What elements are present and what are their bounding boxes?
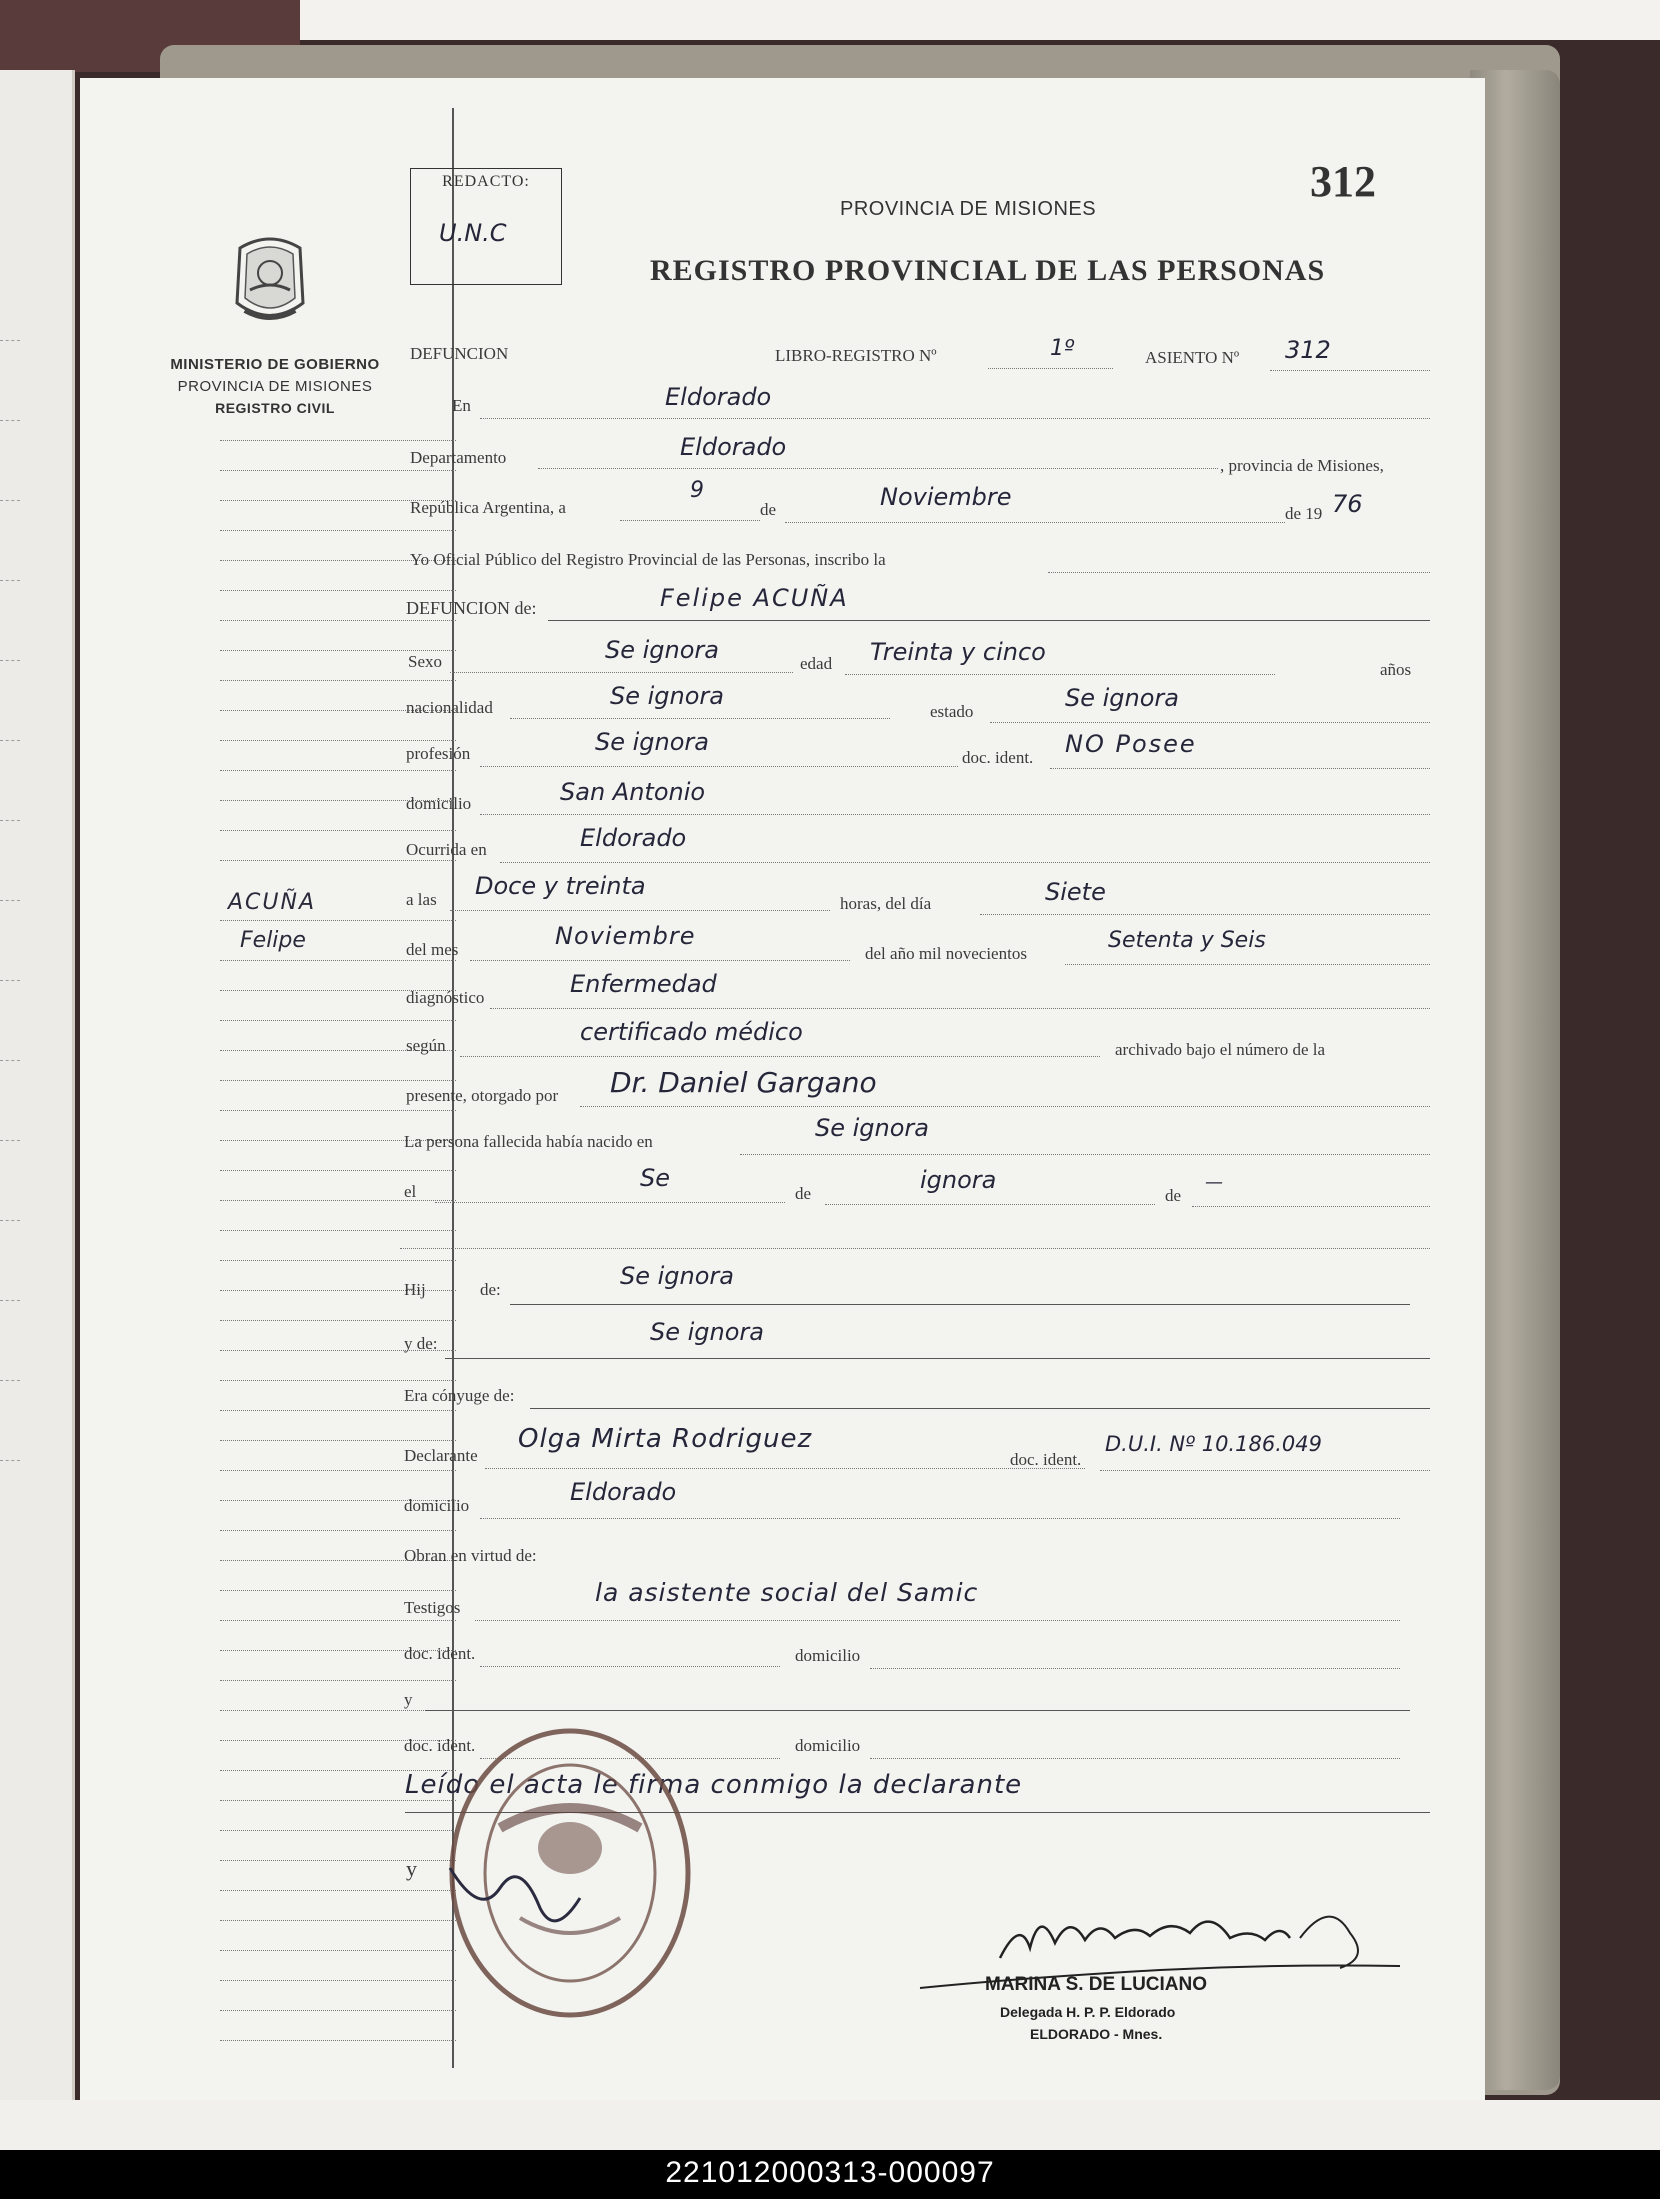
date-de-label: de: [760, 500, 777, 519]
anio-mil-value: Setenta y Seis: [1108, 928, 1266, 953]
declarante-domicilio-value: Eldorado: [570, 1478, 677, 1506]
declarante-doc-value: D.U.I. Nº 10.186.049: [1105, 1432, 1322, 1456]
signatory-place: ELDORADO - Mnes.: [1030, 2026, 1163, 2042]
declarante-domicilio-label: domicilio: [404, 1496, 470, 1515]
testigos-label: Testigos: [404, 1598, 461, 1617]
yo-oficial-text: Yo Oficial Público del Registro Provincial de las Personas, inscribo la: [410, 550, 886, 569]
estado-value: Se ignora: [1065, 684, 1179, 712]
asiento-value: 312: [1285, 336, 1331, 364]
ministerio-line-3: REGISTRO CIVIL: [215, 400, 335, 416]
previous-page-edge: [0, 70, 75, 2130]
misiones-emblem-icon: [215, 228, 325, 338]
registry-title: REGISTRO PROVINCIAL DE LAS PERSONAS: [650, 254, 1326, 287]
month-value: Noviembre: [880, 483, 1012, 511]
defuncion-de-value: Felipe ACUÑA: [660, 584, 849, 612]
background-bottom: [0, 2100, 1660, 2150]
testigo2-doc-label: doc. ident.: [404, 1736, 476, 1755]
declarante-label: Declarante: [404, 1446, 478, 1465]
y-de-value: Se ignora: [650, 1318, 764, 1346]
footer-bar: [0, 2150, 1660, 2199]
domicilio-value: San Antonio: [560, 778, 706, 806]
hij-value: Se ignora: [620, 1262, 734, 1290]
nacionalidad-label: nacionalidad: [406, 698, 493, 717]
ministerio-line-1: MINISTERIO DE GOBIERNO: [170, 356, 380, 373]
ministerio-line-2: PROVINCIA DE MISIONES: [177, 378, 373, 395]
testigos-value: la asistente social del Samic: [595, 1578, 979, 1607]
signatory-name: MARINA S. DE LUCIANO: [985, 1974, 1208, 1995]
estado-label: estado: [930, 702, 974, 721]
libro-value: 1º: [1050, 336, 1075, 361]
obran-label: Obran en virtud de:: [404, 1546, 537, 1565]
sexo-label: Sexo: [408, 652, 442, 671]
record-type-label: DEFUNCION: [410, 344, 509, 363]
conyuge-label: Era cónyuge de:: [404, 1386, 515, 1405]
hij-de-label: de:: [480, 1280, 501, 1299]
defuncion-de-label: DEFUNCION de:: [406, 598, 537, 618]
y-de-label: y de:: [404, 1334, 438, 1353]
ocurrida-value: Eldorado: [580, 824, 687, 852]
province-heading: PROVINCIA DE MISIONES: [840, 198, 1097, 220]
page-number: 312: [1310, 157, 1376, 206]
declarante-doc-label: doc. ident.: [1010, 1450, 1082, 1469]
register-page: [80, 78, 1485, 2100]
mes-value: Noviembre: [555, 922, 696, 950]
el-de-value: ignora: [920, 1166, 997, 1194]
declarante-value: Olga Mirta Rodriguez: [518, 1424, 813, 1454]
a-las-label: a las: [406, 890, 437, 909]
testigo-y-label: y: [404, 1690, 413, 1709]
departamento-label: Departamento: [410, 448, 507, 467]
segun-value: certificado médico: [580, 1018, 803, 1046]
closing-statement: Leído el acta le firma conmigo la declarante: [405, 1770, 1023, 1800]
nacionalidad-value: Se ignora: [610, 682, 724, 710]
redacto-value: U.N.C: [439, 219, 507, 247]
provincia-suffix: , provincia de Misiones,: [1220, 456, 1384, 475]
signature-y-label: y: [406, 1856, 417, 1881]
edad-value: Treinta y cinco: [870, 638, 1046, 666]
testigo-doc-label: doc. ident.: [404, 1644, 476, 1663]
profesion-label: profesión: [406, 744, 471, 763]
signatory-role: Delegada H. P. P. Eldorado: [1000, 2004, 1176, 2020]
del-mes-label: del mes: [406, 940, 459, 959]
ocurrida-label: Ocurrida en: [406, 840, 487, 859]
diagnostico-label: diagnóstico: [406, 988, 485, 1007]
anios-label: años: [1380, 660, 1412, 679]
segun-label: según: [406, 1036, 446, 1055]
el-de-label: de: [795, 1184, 812, 1203]
domicilio-label: domicilio: [406, 794, 472, 813]
dia-value: Siete: [1045, 878, 1106, 906]
anio-mil-label: del año mil novecientos: [865, 944, 1027, 963]
registry-stamp-icon: [440, 1718, 700, 2028]
testigo-domicilio-label: domicilio: [795, 1646, 861, 1665]
nacido-value: Se ignora: [815, 1114, 929, 1142]
republica-label: República Argentina, a: [410, 498, 566, 517]
asiento-label: ASIENTO Nº: [1145, 348, 1240, 367]
el-de2-label: de: [1165, 1186, 1182, 1205]
el-value: Se: [640, 1164, 670, 1192]
testigo2-domicilio-label: domicilio: [795, 1736, 861, 1755]
archivado-label: archivado bajo el número de la: [1115, 1040, 1326, 1059]
margin-surname: ACUÑA: [228, 890, 317, 915]
presente-label: presente, otorgado por: [406, 1086, 559, 1105]
horas-label: horas, del día: [840, 894, 932, 913]
en-value: Eldorado: [665, 383, 772, 411]
footer-id: 221012000313-000097: [665, 2156, 995, 2189]
el-de2-value: —: [1205, 1172, 1223, 1193]
redacto-box: [410, 168, 562, 285]
el-label: el: [404, 1182, 417, 1201]
doc-ident-value: NO Posee: [1065, 730, 1197, 758]
departamento-value: Eldorado: [680, 433, 787, 461]
en-label: En: [452, 396, 471, 415]
hij-label: Hij: [404, 1280, 426, 1299]
edad-label: edad: [800, 654, 833, 673]
day-value: 9: [690, 478, 704, 503]
libro-label: LIBRO-REGISTRO Nº: [775, 346, 937, 365]
presente-value: Dr. Daniel Gargano: [610, 1066, 877, 1099]
redacto-label: REDACTO:: [442, 173, 530, 190]
diagnostico-value: Enfermedad: [570, 970, 717, 998]
doc-ident-label: doc. ident.: [962, 748, 1034, 767]
a-las-value: Doce y treinta: [475, 872, 646, 900]
year-label: de 19: [1285, 504, 1323, 523]
profesion-value: Se ignora: [595, 728, 709, 756]
year-value: 76: [1332, 490, 1363, 518]
nacido-label: La persona fallecida había nacido en: [404, 1132, 653, 1151]
margin-given-name: Felipe: [240, 928, 306, 953]
sexo-value: Se ignora: [605, 636, 719, 664]
